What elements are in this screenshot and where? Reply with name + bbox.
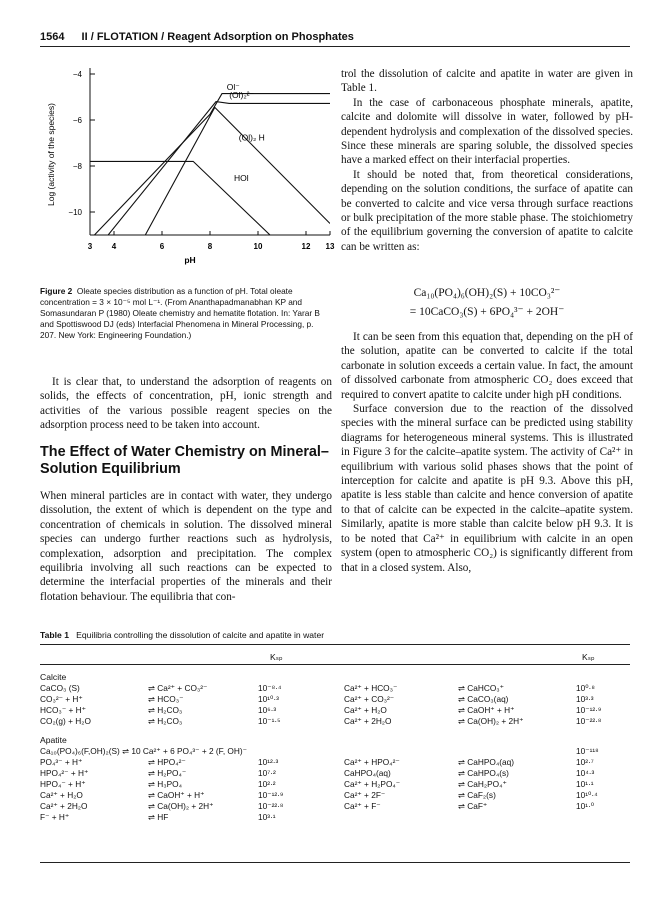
table-cell: Ca²⁺ + 2H₂O <box>40 801 88 811</box>
table-section-label: Calcite <box>40 672 67 682</box>
x-tick-label: 12 <box>301 242 311 251</box>
table-cell: Ca²⁺ + HCO₃⁻ <box>344 683 398 693</box>
table-cell: ⇌ H₂CO₃ <box>148 705 183 715</box>
paragraph: It should be noted that, from theoretical considerations, depending on the solution conditions, the surface of apatite can be converted to calcite and vice versa through surface reactions or bulk precipitation of the more stable phase. The stoichiometry of the equilibrium governing the conversion of apatite to calcite can be written as: <box>341 168 633 253</box>
table-cell: CO₂(g) + H₂O <box>40 716 91 726</box>
table-cell: 10²·⁷ <box>576 757 594 767</box>
table-row <box>40 716 630 727</box>
paragraph: It is clear that, to understand the adsorption of reagents on solids, the effects of concentration, pH, ionic strength and activities of the various possible reagent species on the adsorption process need to be taken into account. <box>40 376 332 432</box>
right-column-bottom <box>341 330 633 575</box>
table-cell: HPO₄²⁻ + H⁺ <box>40 768 89 778</box>
table-top-rule <box>40 644 630 645</box>
table-cell: ⇌ CaF₂(s) <box>458 790 496 800</box>
table-cell: 10¹·¹ <box>576 779 594 789</box>
x-tick-label: 13 <box>325 242 335 251</box>
table-cell: CaHPO₄(aq) <box>344 768 391 778</box>
table-cell: ⇌ CaH₂PO₄⁺ <box>458 779 507 789</box>
table-cell: 10⁻⁸·⁴ <box>258 683 282 693</box>
table-cell: ⇌ HCO₃⁻ <box>148 694 184 704</box>
table-label: Table 1 <box>40 630 69 640</box>
table-caption <box>40 630 324 640</box>
table-cell: ⇌ CaF⁺ <box>458 801 488 811</box>
table-cell: 10¹·⁰ <box>576 801 595 811</box>
table-cell: ⇌ Ca²⁺ + CO₃²⁻ <box>148 683 208 693</box>
table-cell: 10²·² <box>258 779 276 789</box>
running-title: II / FLOTATION / Reagent Adsorption on Phosphates <box>81 31 354 43</box>
table-cell: ⇌ H₃PO₄ <box>148 779 183 789</box>
table-title: Equilibria controlling the dissolution of calcite and apatite in water <box>76 630 325 640</box>
running-header <box>40 31 630 47</box>
table-bottom-rule <box>40 862 630 863</box>
table-cell: 10⁷·² <box>258 768 276 778</box>
table-cell: ⇌ CaCO₃(aq) <box>458 694 509 704</box>
x-tick-label: 6 <box>159 242 165 251</box>
paragraph: trol the dissolution of calcite and apatite in water are given in Table 1. <box>341 68 633 95</box>
table-cell: HCO₃⁻ + H⁺ <box>40 705 87 715</box>
right-column-top <box>341 67 633 254</box>
table-header-rule <box>40 664 630 665</box>
paragraph: In the case of carbonaceous phosphate minerals, apatite, calcite and dolomite will dissolve in water, followed by pH-dependent hydrolysis and complexation of the dissolved species. Since these minerals are sparing soluble, the dissolved species have a marked effect on their interfacial properties. <box>341 96 633 167</box>
series-label: Ol⁻ <box>226 82 240 93</box>
table-cell: 10⁰·⁸ <box>576 683 595 693</box>
table-cell: Ca²⁺ + CO₃²⁻ <box>344 694 395 704</box>
table-cell: Ca²⁺ + H₂O <box>344 705 387 715</box>
oleate-species-chart <box>40 62 335 272</box>
table-cell: 10¹⁰·⁴ <box>576 790 598 800</box>
table-cell: 10⁻¹·⁵ <box>258 716 281 726</box>
table-row <box>40 779 630 790</box>
paragraph: It can be seen from this equation that, depending on the pH of the solution, apatite can be converted to calcite if the total carbonate in solution exceeds a certain value. In fact, the amount of dissolved carbonate from atmospheric CO₂ does exceed that required to convert apatite to calcite under high pH conditions. <box>341 331 633 401</box>
equation <box>341 284 633 322</box>
caption-label: Figure 2 <box>40 286 73 296</box>
table-row <box>40 801 630 812</box>
table-row <box>40 768 630 779</box>
table-cell: 10⁻¹²·⁹ <box>576 705 602 715</box>
x-tick-label: 3 <box>87 242 93 251</box>
table-cell: Ca²⁺ + 2F⁻ <box>344 790 386 800</box>
table-cell: HPO₄⁻ + H⁺ <box>40 779 86 789</box>
series-label: (Ol)₂ H <box>238 132 265 143</box>
paragraph: When mineral particles are in contact with water, they undergo dissolution, the extent of which is dependent on the type and concentration of chemicals in solution. The dissolved mineral species can undergo further reactions such as hydrolysis, complexation, adsorption and precipitation. The complex equilibria involving all such reactions can be expected to determine the interfacial properties of the minerals and their flotation behaviour. The equilibria that con- <box>40 490 332 603</box>
equation-line: Ca₁₀(PO₄)₆(OH)₂(S) + 10CO₃²⁻ <box>413 287 561 299</box>
table-cell: PO₄³⁻ + H⁺ <box>40 757 83 767</box>
table-row <box>40 705 630 716</box>
table-cell: 10⁻²²·⁸ <box>576 716 602 726</box>
x-tick-label: 4 <box>111 242 117 251</box>
table-cell: 10⁶·³ <box>258 705 277 715</box>
table-cell: 10³·¹ <box>258 812 276 822</box>
y-tick-label: −4 <box>72 70 82 79</box>
series-label: HOl <box>234 172 249 183</box>
section-heading: The Effect of Water Chemistry on Mineral–Solution Equilibrium <box>40 444 329 477</box>
table-cell: ⇌ CaHPO₄(s) <box>458 768 509 778</box>
left-column-body <box>40 489 332 604</box>
figure-caption <box>40 286 320 341</box>
table-row <box>40 746 630 757</box>
table-row <box>40 683 630 694</box>
table-cell: CaCO₃ (S) <box>40 683 80 693</box>
series-label: (Ol)₂²⁻ <box>229 90 254 101</box>
table-cell: Ca²⁺ + H₂O <box>40 790 83 800</box>
table-cell: F⁻ + H⁺ <box>40 812 70 822</box>
table-cell: 10¹⁰·³ <box>258 694 279 704</box>
table-cell: 10¹²·³ <box>258 757 279 767</box>
table-cell: 10³·³ <box>576 694 594 704</box>
series-line-4 <box>87 161 330 292</box>
y-axis-label: Log (activity of the species) <box>46 103 56 206</box>
equation-line: = 10CaCO₃(S) + 6PO₄³⁻ + 2OH⁻ <box>409 306 565 318</box>
table-row <box>40 790 630 801</box>
page-number: 1564 <box>40 31 65 43</box>
table-row <box>40 757 630 768</box>
table-cell: Ca²⁺ + 2H₂O <box>344 716 392 726</box>
table-cell: ⇌ HF <box>148 812 169 822</box>
y-tick-label: −10 <box>68 208 82 217</box>
table-cell: ⇌ CaHPO₄(aq) <box>458 757 514 767</box>
ksp-header: Kₛₚ <box>270 652 283 662</box>
table-cell: 10⁻²²·⁸ <box>258 801 284 811</box>
table-cell: ⇌ H₂PO₄⁻ <box>148 768 187 778</box>
table-cell: Ca²⁺ + H₂PO₄⁻ <box>344 779 401 789</box>
table-cell: Ca²⁺ + F⁻ <box>344 801 381 811</box>
table-cell: ⇌ HPO₄²⁻ <box>148 757 186 767</box>
ksp-header: Kₛₚ <box>582 652 595 662</box>
table-cell: ⇌ Ca(OH)₂ + 2H⁺ <box>148 801 214 811</box>
table-cell: Ca²⁺ + HPO₄²⁻ <box>344 757 400 767</box>
table-row <box>40 812 630 823</box>
table-cell: ⇌ Ca(OH)₂ + 2H⁺ <box>458 716 524 726</box>
x-tick-label: 8 <box>207 242 213 251</box>
caption-text: Oleate species distribution as a function of pH. Total oleate concentration = 3 × 10⁻⁵ mol L⁻¹. (From Ananthapadmanabhan KP and Somasundaran P (1980) Oleate chemistry and hematite flotation. In: Yarar B and Spottiswood DJ (eds) Interfacial Phenomena in Mineral Processing, p. 207. New York: Engineering Foundation.) <box>40 286 320 340</box>
x-tick-label: 10 <box>253 242 263 251</box>
x-axis-label: pH <box>184 255 196 265</box>
header-rule <box>40 46 630 47</box>
y-tick-label: −8 <box>72 162 82 171</box>
y-tick-label: −6 <box>72 116 82 125</box>
table-section-label: Apatite <box>40 735 67 745</box>
table-cell: 10⁻¹¹⁸ <box>576 746 599 756</box>
series-line-2 <box>104 102 330 240</box>
paragraph: Surface conversion due to the reaction of the dissolved species with the mineral surface can be predicted using stability diagrams for heterogeneous mineral systems. This is illustrated in Figure 3 for the calcite–apatite system. The activity of Ca²⁺ in equilibrium with various solid phases shows that the point of interception for calcite and apatite is pH 9.3. Above this pH, apatite is less stable than calcite and hence conversion of apatite to that of calcite can be expected in the calcite–apatite system. Similarly, apatite is more stable than calcite below pH 9.3. It is to be noted that Ca²⁺ in equilibrium with calcite in an open system (open to atmospheric CO₂) is significantly different from that in a closed system. Also, <box>341 403 633 574</box>
left-column-intro <box>40 375 332 433</box>
table-cell: 10⁴·³ <box>576 768 595 778</box>
table-cell: ⇌ CaOH⁺ + H⁺ <box>148 790 205 800</box>
table-cell: CO₃²⁻ + H⁺ <box>40 694 83 704</box>
table-cell: ⇌ CaOH⁺ + H⁺ <box>458 705 515 715</box>
table-cell: Ca₁₀(PO₄)₆(F,OH)₂(S) ⇌ 10 Ca²⁺ + 6 PO₄³⁻ + 2 (F, OH)⁻ <box>40 746 248 756</box>
table-cell: 10⁻¹²·⁹ <box>258 790 284 800</box>
table-cell: ⇌ CaHCO₃⁺ <box>458 683 505 693</box>
table-row <box>40 694 630 705</box>
table-cell: ⇌ H₂CO₃ <box>148 716 183 726</box>
